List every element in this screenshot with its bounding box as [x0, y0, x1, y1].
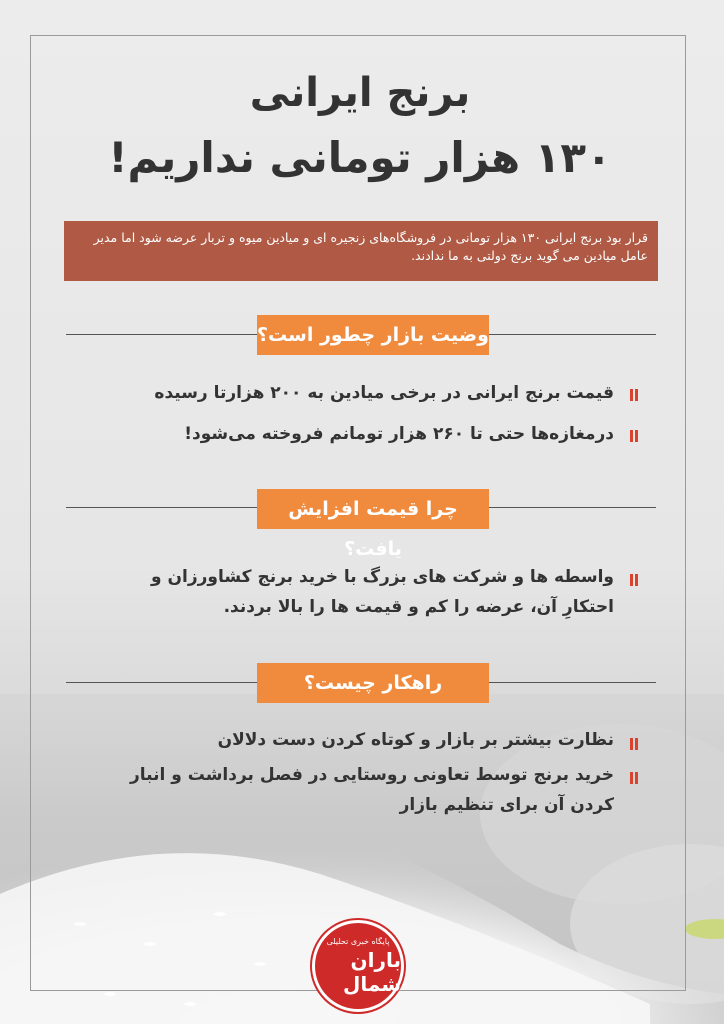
logo-subtitle: پایگاه خبری تحلیلی — [326, 936, 390, 946]
bullet-item: قیمت برنج ایرانی در برخی میادین به ۲۰۰ هزارتا رسیده — [154, 383, 614, 403]
bullet-marker — [630, 574, 638, 586]
section-heading-market: وضیت بازار چطور است؟ — [257, 315, 489, 355]
bullet-item: واسطه ها و شرکت های بزرگ با خرید برنج کشاورزان و احتکارِ آن، عرضه را کم و قیمت ها را بالا بردند. — [151, 567, 614, 617]
section-heading-solution: راهکار چیست؟ — [257, 663, 489, 703]
bullet-marker — [630, 389, 638, 401]
bullet-marker — [630, 738, 638, 750]
bullet-item: خرید برنج توسط تعاونی روستایی در فصل برداشت و انبار کردن آن برای تنظیم بازار — [129, 765, 614, 815]
bullet-item: نظارت بیشتر بر بازار و کوتاه کردن دست دلالان — [217, 730, 614, 750]
title-line-2: ۱۳۰ هزار تومانی نداریم! — [108, 133, 612, 182]
intro-box: قرار بود برنج ایرانی ۱۳۰ هزار تومانی در فروشگاه‌های زنجیره ای و میادین میوه و تربار عرضه شود اما مدیر عامل میادین می گوید برنج دولتی به ما ندادند. — [64, 221, 658, 281]
news-agency-logo — [312, 920, 404, 1012]
bullet-marker — [630, 772, 638, 784]
section-heading-why: چرا قیمت افزایش یافت؟ — [257, 489, 489, 529]
title-line-1: برنج ایرانی — [249, 70, 471, 116]
bullet-marker — [630, 430, 638, 442]
logo-name: باران شمال — [343, 947, 401, 996]
bullet-item: درمغازه‌ها حتی تا ۲۶۰ هزار تومانم فروخته می‌شود! — [184, 424, 614, 444]
